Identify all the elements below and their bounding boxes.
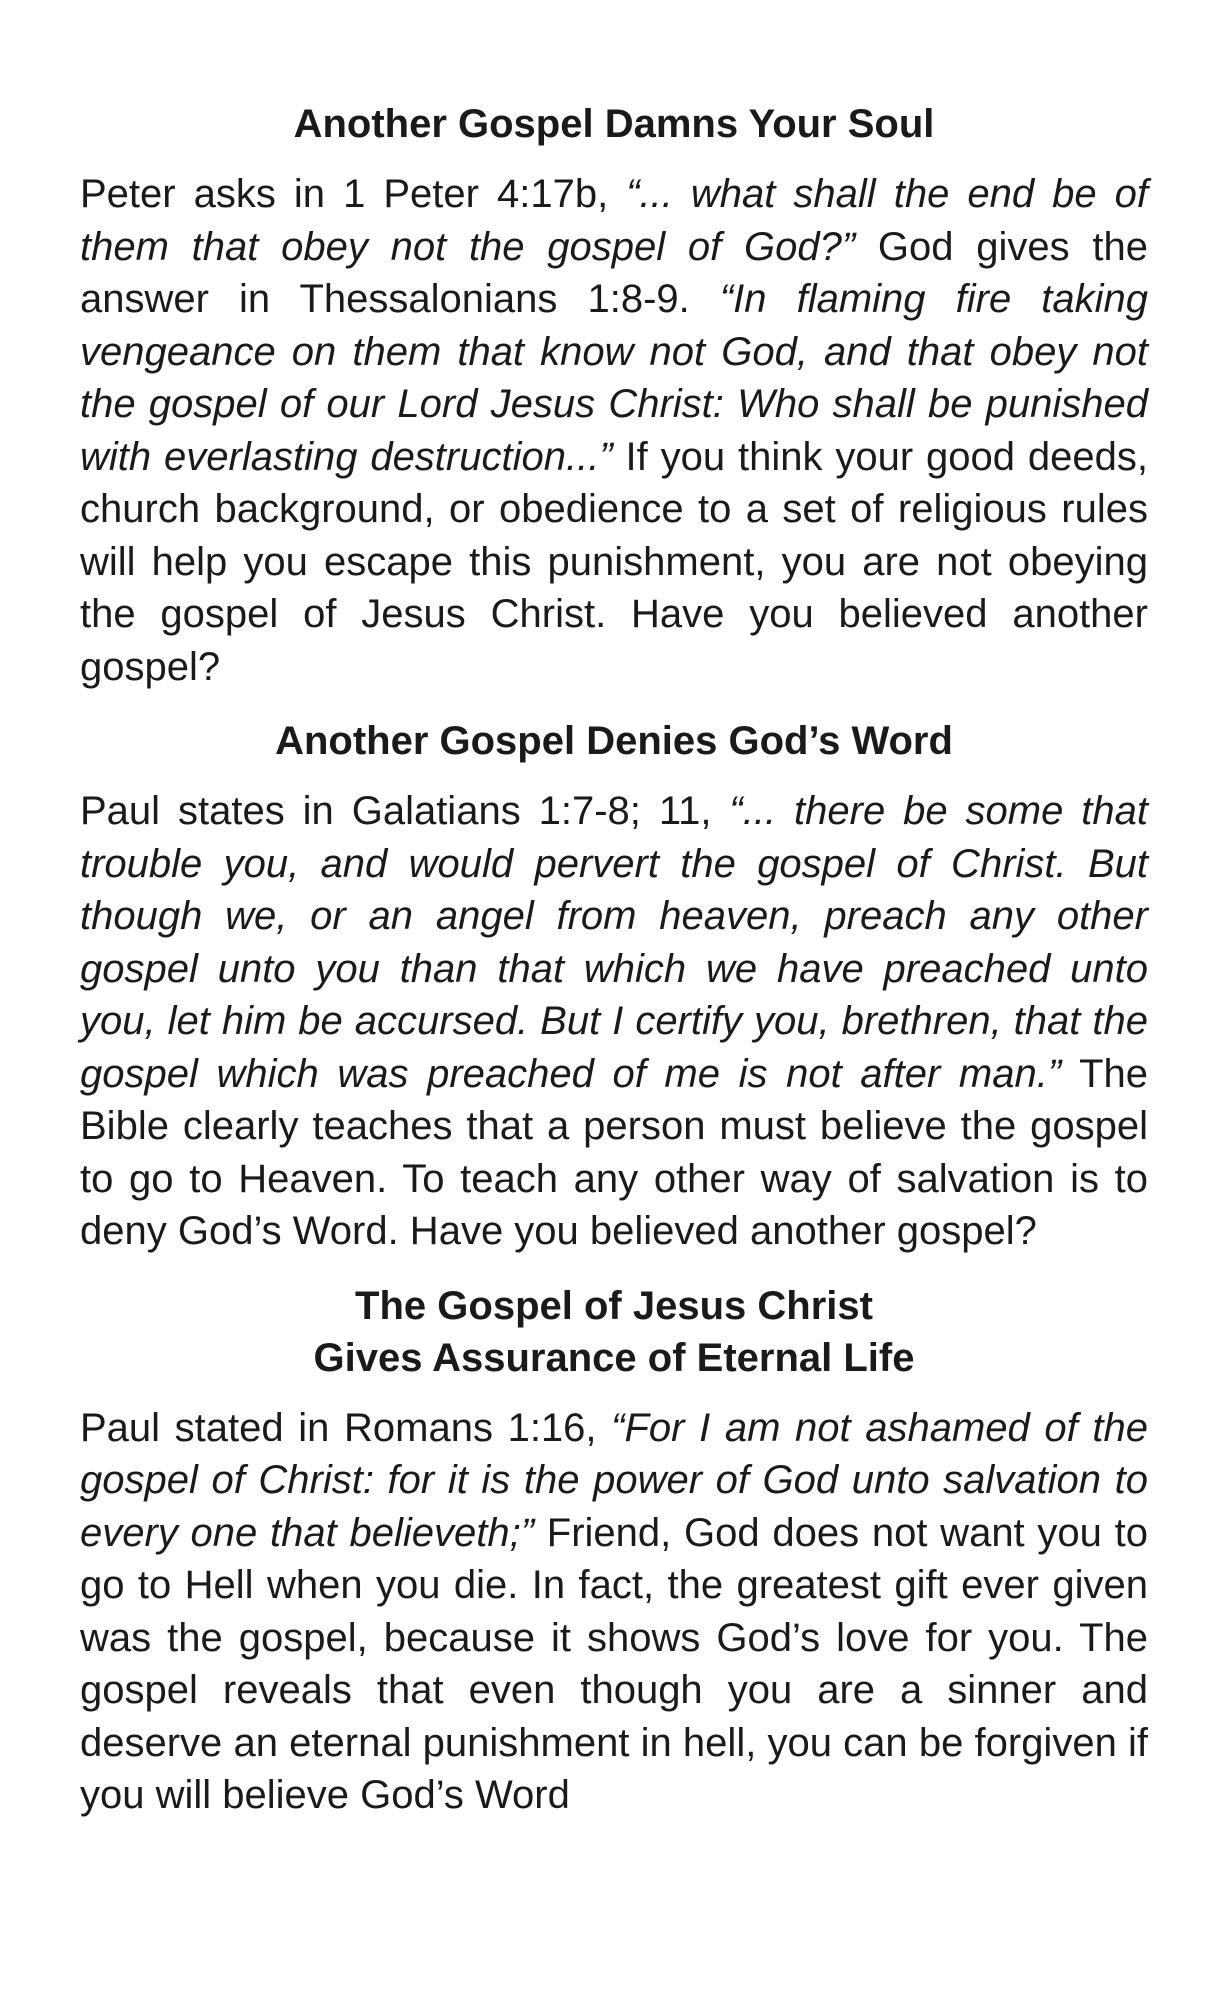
scripture-quote: “... there be some that trouble you, and would pervert the gospel of Christ. But though we, or an angel from heaven, preach any other gospel unto you than that which we have preached unto you, let him be accursed. But I certify you, brethren, that the gospel which was preached of me is not after man.” bbox=[80, 789, 1149, 1096]
section-paragraph bbox=[80, 168, 1148, 693]
scripture-quote: “In flaming fire taking vengeance on them that know not God, and that obey not the gospel of our Lord Jesus Christ: Who shall be punished with everlasting destruction...” bbox=[80, 277, 1148, 479]
body-text: Paul states in Galatians 1:7-8; 11, bbox=[80, 789, 730, 833]
body-text: Paul stated in Romans 1:16, bbox=[80, 1405, 612, 1450]
section-heading bbox=[80, 1280, 1148, 1384]
body-text: God gives the answer in Thessalonians 1:8-9. bbox=[80, 224, 1148, 321]
section-heading-line: The Gospel of Jesus Christ bbox=[355, 1283, 873, 1328]
section-paragraph bbox=[80, 785, 1148, 1258]
scripture-quote: “... what shall the end be of them that obey not the gospel of God?” bbox=[80, 172, 1148, 269]
section-paragraph bbox=[80, 1402, 1148, 1822]
document-page bbox=[80, 98, 1148, 1844]
body-text: The Bible clearly teaches that a person must believe the gospel to go to Heaven. To teach any other way of salvation is to deny God’s Word. Have you believed another gospel? bbox=[80, 1051, 1148, 1253]
section-heading bbox=[80, 715, 1148, 767]
body-text: Peter asks in 1 Peter 4:17b, bbox=[80, 172, 627, 216]
section-heading-line: Gives Assurance of Eternal Life bbox=[313, 1335, 915, 1380]
scripture-quote: “For I am not ashamed of the gospel of Christ: for it is the power of God unto salvation to every one that believeth;” bbox=[80, 1405, 1148, 1555]
section-heading-line: Another Gospel Denies God’s Word bbox=[275, 719, 953, 763]
body-text: If you think your good deeds, church background, or obedience to a set of religious rules will help you escape this punishment, you are not obeying the gospel of Jesus Christ. Have you believed another gospel? bbox=[80, 434, 1148, 689]
body-text: Friend, God does not want you to go to Hell when you die. In fact, the greatest gift ever given was the gospel, because it shows God’s love for you. The gospel reveals that even though you are a sinner and deserve an eternal punishment in hell, you can be forgiven if you will believe God’s Word bbox=[80, 1510, 1148, 1817]
section-heading-line: Another Gospel Damns Your Soul bbox=[293, 102, 935, 146]
section-heading bbox=[80, 98, 1148, 150]
